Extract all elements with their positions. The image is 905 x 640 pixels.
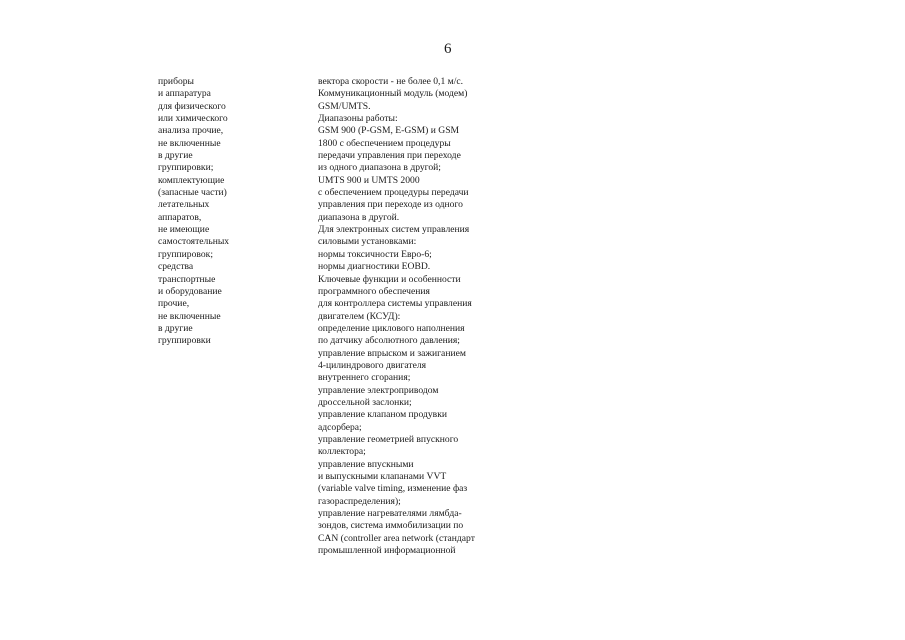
spec-line: вектора скорости - не более 0,1 м/с. <box>318 76 464 87</box>
spec-line: Коммуникационный модуль (модем) <box>318 88 468 100</box>
spec-line: с обеспечением процедуры передачи <box>318 187 469 199</box>
category-line: аппаратов, <box>158 211 202 223</box>
spec-line: 4-цилиндрового двигателя <box>318 359 427 371</box>
spec-line: GSM 900 (P-GSM, E-GSM) и GSM <box>318 125 460 137</box>
spec-line: GSM/UMTS. <box>318 100 371 112</box>
spec-line: управление электроприводом <box>318 384 439 396</box>
spec-line: управление геометрией впускного <box>318 433 459 445</box>
spec-line: передачи управления при переходе <box>318 150 461 162</box>
spec-line: по датчику абсолютного давления; <box>318 335 460 347</box>
spec-line: определение циклового наполнения <box>318 322 465 334</box>
category-line: в другие <box>158 322 193 334</box>
spec-line: и выпускными клапанами VVT <box>318 471 447 482</box>
spec-line: промышленной информационной <box>318 545 456 557</box>
spec-line: газораспределения); <box>318 495 401 507</box>
spec-line: CAN (controller area network (стандарт <box>318 532 475 544</box>
category-line: группировки <box>158 335 211 347</box>
category-line: (запасные части) <box>158 187 227 199</box>
spec-line: 1800 с обеспечением процедуры <box>318 137 451 149</box>
spec-line: из одного диапазона в другой; <box>318 162 441 174</box>
category-line: летательных <box>158 199 210 211</box>
category-line: не включенные <box>158 310 221 322</box>
category-line: группировок; <box>158 248 213 260</box>
spec-line: для контроллера системы управления <box>318 298 472 310</box>
category-line: не включенные <box>158 137 221 149</box>
category-line: и оборудование <box>158 285 222 297</box>
category-line: не имеющие <box>158 224 210 236</box>
spec-line: силовыми установками: <box>318 236 417 248</box>
spec-line: коллектора; <box>318 446 366 458</box>
spec-line: UMTS 900 и UMTS 2000 <box>318 174 420 186</box>
category-line: транспортные <box>158 273 216 285</box>
spec-line: адсорбера; <box>318 421 362 433</box>
specification-column <box>318 76 475 557</box>
category-line: самостоятельных <box>158 236 230 248</box>
spec-line: управление нагревателями лямбда- <box>318 508 462 520</box>
category-line: группировки; <box>158 162 214 174</box>
spec-line: Ключевые функции и особенности <box>318 273 461 285</box>
category-line: и аппаратура <box>158 88 211 100</box>
spec-line: управление впускными <box>318 458 414 470</box>
spec-line: внутреннего сгорания; <box>318 372 411 384</box>
product-category-column <box>158 76 229 348</box>
spec-line: программного обеспечения <box>318 285 430 297</box>
spec-line: управление впрыском и зажиганием <box>318 347 466 359</box>
category-line: средства <box>158 261 194 273</box>
category-line: в другие <box>158 150 193 162</box>
spec-line: зондов, система иммобилизации по <box>318 520 464 532</box>
spec-line: нормы диагностики EOBD. <box>318 261 431 273</box>
category-line: комплектующие <box>158 174 225 186</box>
spec-line: Для электронных систем управления <box>318 224 470 236</box>
category-line: или химического <box>158 113 228 125</box>
page-number: 6 <box>444 41 452 57</box>
spec-line: (variable valve timing, изменение фаз <box>318 483 468 495</box>
spec-line: дроссельной заслонки; <box>318 396 412 408</box>
spec-line: диапазона в другой. <box>318 211 400 223</box>
spec-line: управление клапаном продувки <box>318 409 448 421</box>
spec-line: Диапазоны работы: <box>318 113 398 125</box>
category-line: для физического <box>158 100 226 112</box>
category-line: анализа прочие, <box>158 125 224 137</box>
category-line: прочие, <box>158 298 190 310</box>
spec-line: управления при переходе из одного <box>318 199 463 211</box>
category-line: приборы <box>158 76 194 87</box>
spec-line: нормы токсичности Евро-6; <box>318 248 432 260</box>
spec-line: двигателем (КСУД): <box>318 310 401 322</box>
